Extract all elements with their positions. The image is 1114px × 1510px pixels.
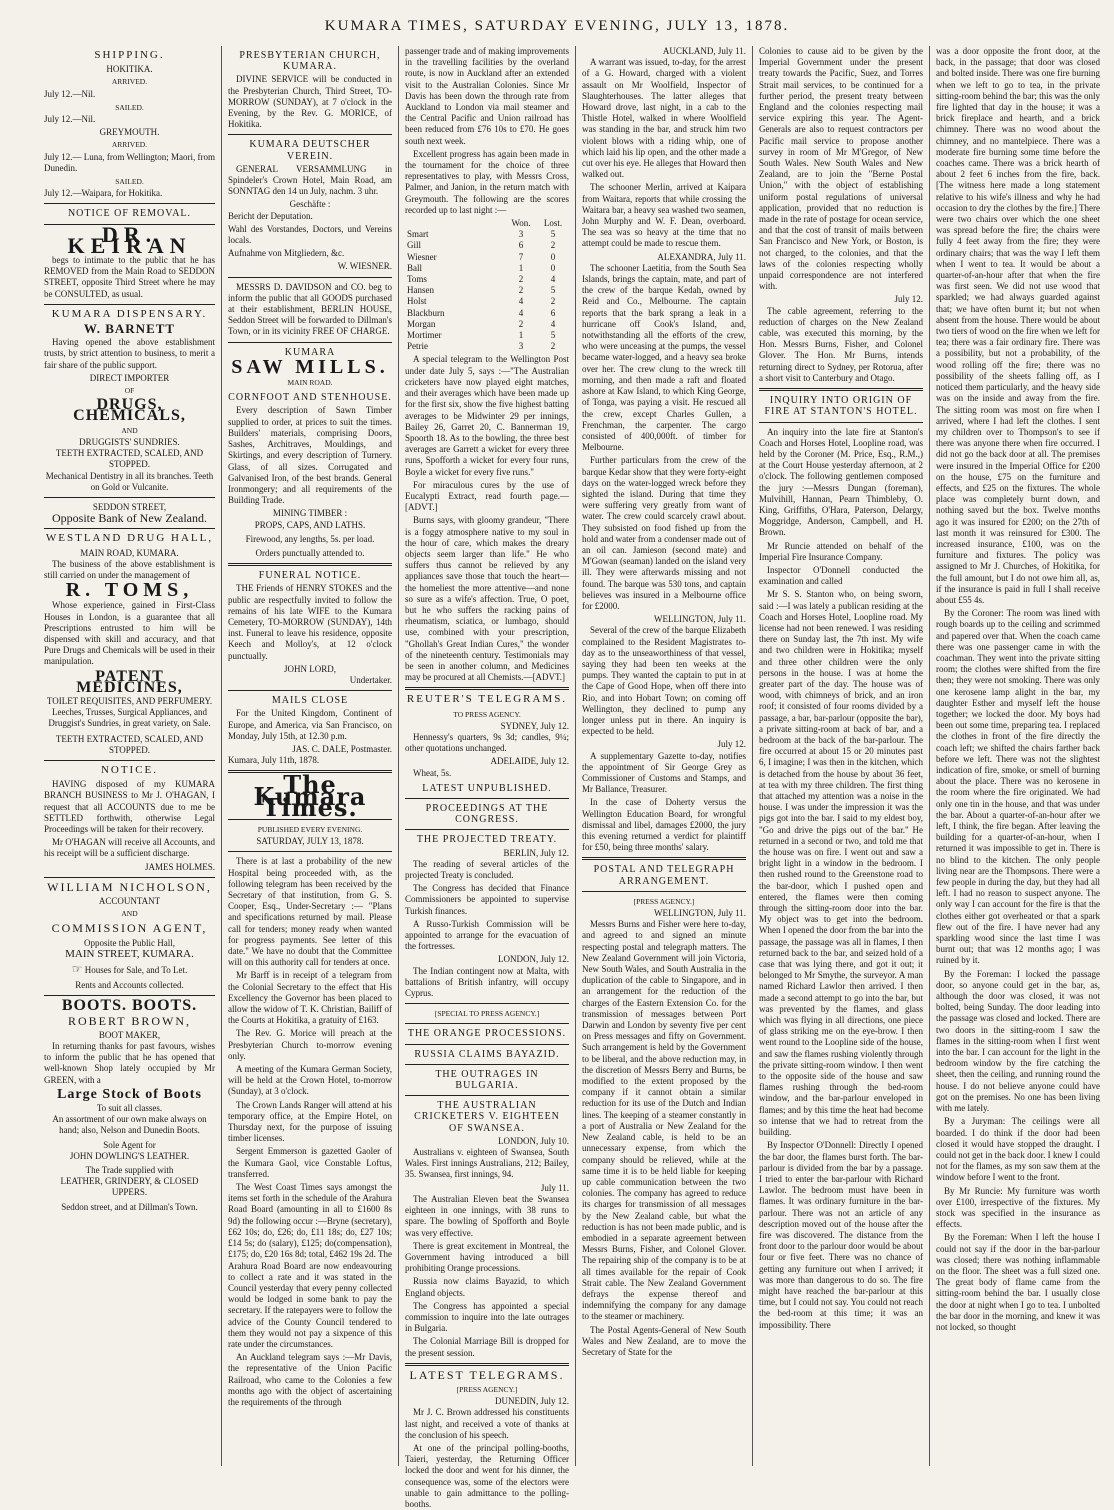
seddon-label: SEDDON STREET,: [92, 501, 167, 512]
divider: [228, 563, 392, 566]
score-row: [405, 252, 569, 263]
firewood-text: Firewood, any lengths, 5s. per load.: [245, 533, 375, 544]
teeth-heading: TEETH EXTRACTED, SCALED, AND STOPPED.: [55, 448, 204, 470]
score-row: [405, 263, 569, 274]
score-row: [405, 285, 569, 296]
verein-text: GENERAL VERSAMMLUNG in Spindeler's Crown Hotel, Main Road, am SONNTAG den 14 un July, nachm. 3 uhr.: [228, 163, 392, 197]
dunedin-dateline: DUNEDIN, July 12.: [495, 1396, 569, 1407]
editorial-2: Mr Barff is in receipt of a telegram from the Colonial Secretary to the effect that His Excellency the Governor has been placed to allow the widow of T. K. Christian, Bailiff of the Courts at Hokitika, a gratuity of £163.: [228, 970, 392, 1026]
inquiry-title: INQUIRY INTO ORIGIN OF FIRE AT STANTON'S HOTEL.: [764, 395, 918, 418]
bootmaker-label: BOOT MAKER,: [98, 1029, 161, 1040]
lord-signature: JOHN LORD,: [283, 663, 336, 674]
adelaide-text: Wheat, 5s.: [413, 767, 452, 778]
score-row: [405, 229, 569, 240]
divider: [44, 304, 215, 305]
props-heading: PROPS, CAPS, AND LATHS.: [254, 519, 366, 530]
score-lost: 4: [550, 318, 556, 329]
london-dateline: LONDON, July 12.: [498, 954, 569, 965]
editorial-7: The West Coast Times says amongst the items set forth in the schedule of the Arahura Road Board (amounting in all to £1600 8s 9d) the following occur :—Bryne (secretary), £62 10s; do, £26; do, £11 18s; do, £27 10s; £14 5s; do (salary), £125; do(compensation), £175; do, £20 16s 8d; total, £462 19s 2d. The Arahura Road Board are now endeavouring to collect a rate and it was stated in the Council yesterday that every penny collected would be lodged in some bank to pay the secretary. If the ratepayers were to follow the advice of the County Council tendered to them they would not pay a sixpence of this rate under the circumstances.: [228, 1182, 392, 1349]
editorial-5: The Crown Lands Ranger will attend at his temporary office, at the Empire Hotel, on Thursday next, for the purpose of issuing timber licenses.: [228, 1099, 392, 1144]
notice-title: NOTICE.: [100, 763, 159, 776]
mails-title: MAILS CLOSE: [271, 695, 349, 707]
gazette-text: A supplementary Gazette to-day, notifies the appointment of Sir George Grey as Commissioner of Customs and Stamps, and Mr Ballance, Treasurer.: [582, 750, 746, 795]
wellington-dateline-2: WELLINGTON, July 11.: [654, 908, 746, 919]
july12-dateline-2: July 12.: [894, 294, 923, 305]
score-won: 4: [518, 296, 524, 307]
divider: [44, 760, 215, 761]
divider: [44, 995, 215, 996]
dunedin-text: Mr J. C. Brown addressed his constituents last night, and received a vote of thanks at the conclusion of his speech.: [405, 1407, 569, 1440]
foreman-questions-2: By the Foreman: When I left the house I could not say if the door in the bar-parlour was closed; there was nothing inflammable on the floor. The sheet was a full sized one. The great body of flame came from the sitting-room behind the bar. I usually close the door at night when I go to tea. I unbolted the bar door in the morning, and knew it was not locked, so thought: [936, 1232, 1100, 1332]
column-2: [221, 46, 398, 1466]
adelaide-dateline: ADELAIDE, July 12.: [490, 756, 569, 767]
commission-text: The Congress has appointed a special commission to inquire into the late outrages in Bulgaria.: [405, 1300, 569, 1334]
score-lost: 2: [550, 296, 556, 307]
laetitia-text: The schooner Laetitia, from the South Sea Islands, brings the captain, mate, and part of the crew of the barque Kedah, owned by Reid and Co., Melbourne. The captain reports that the bark sprang a leak in a hurricane off Cook's Island, and, notwithstanding all the efforts of the crew, who were unceasing at the pumps, the vessel became water-logged, and a heavy sea broke over her. The crew clung to the wreck till morning, and then made a raft and floated ashore at Kaw Island, to which King George, of Tonga, was paying a visit. He rescued all the crew, except Charles Gullen, a Frenchman, the carpenter. The cargo consisted of 400,000ft. of timber for Melbourne.: [582, 262, 746, 453]
suit-text: To suit all classes.: [96, 1103, 163, 1114]
greymouth-arrived: July 12.— Luna, from Wellington; Maori, from Dunedin.: [44, 151, 215, 173]
kumara-label: KUMARA: [284, 346, 336, 358]
columns: [44, 46, 1106, 1509]
divider: [405, 1044, 569, 1045]
score-name: Toms: [407, 274, 427, 285]
divider: [228, 134, 392, 135]
latest-title: LATEST UNPUBLISHED.: [422, 782, 552, 794]
london-text: The Indian contingent now at Malta, with battalions of British infantry, will occupy Cyprus.: [405, 965, 569, 999]
latest-telegrams-title: LATEST TELEGRAMS.: [409, 1367, 565, 1382]
brown-text: In returning thanks for past favours, wishes to inform the public that he has opened that well-known Shop lately occupied by Mr GREEN, with a: [44, 1041, 215, 1085]
divider: [228, 690, 392, 691]
commission-label: COMMISSION AGENT,: [51, 921, 208, 936]
column-6: [929, 46, 1106, 1466]
westland-address: MAIN ROAD, KUMARA.: [80, 547, 179, 558]
davis-continued: passenger trade and of making improvements in the travelling facilities by the overland route, is now in Auckland after an extended visit to the Australian Colonies. Since Mr Davis has been down the through rate from Auckland to London via mail steamer and the Central Pacific and Union railroad has been reduced from £76 10s to £70. He goes south next week.: [405, 46, 569, 146]
undertaker-label: Undertaker.: [349, 674, 392, 685]
score-name: Petrie: [407, 341, 428, 352]
marriage-text: The Colonial Marriage Bill is dropped for the present session.: [405, 1336, 569, 1358]
agent-label: Sole Agent for: [103, 1139, 156, 1150]
and-label-2: AND: [121, 909, 138, 919]
opp-hall-label: Opposite the Public Hall,: [84, 937, 175, 948]
divider: [759, 422, 923, 423]
houses-text: Houses for Sale, and To Let.: [84, 965, 188, 976]
score-row: [405, 319, 569, 330]
wahl-text: Wahl des Vorstandes, Doctors, und Vereins locals.: [228, 223, 392, 246]
score-won: 1: [518, 330, 524, 341]
hokitika-heading: HOKITIKA.: [106, 64, 153, 75]
special-label: [SPECIAL TO PRESS AGENCY.]: [434, 1009, 540, 1019]
merlin-text: The schooner Merlin, arrived at Kaipara from Waitara, reports that while crossing the Waitara bar, a heavy sea washed two seamen, John Murphy and W. F. Dean, overboard. The sea was so heavy at the time that no attempt could be made to rescue them.: [582, 182, 746, 249]
runcie-questions: By Mr Runcie: My furniture was worth over £100, irrespective of the fixtures. My stock was specified in the insurance as effects.: [936, 1185, 1100, 1230]
lost-header: Lost.: [543, 218, 563, 229]
boots-heading: BOOTS. BOOTS.: [61, 997, 198, 1015]
column-1: [44, 46, 221, 1466]
coroner-questions: By the Coroner: The room was lined with rough boards up to the ceiling and scrimmed and papered over that. When the coach came there was one passenger came in with the coachman. They went into the private sitting room; the clothes were shifted from the fire then; they were not smoking. There was only one kerosene lamp alight in the bar, my daughter Esther and myself left the house together; we locked the door. My boys had been out some time, preparing tea. I replaced the clothes in front of the fire directly the coach left; we shifted the chairs farther back before we left. There was not the slightest indication of fire, smoke, or smell of burning about the place. There was no kerosene in the room where the fire originated. We had only one tin in the house, and that was under the bar. About a quarter-of-an-hour after we left, I think, the fire began. After leaving the building for a quarter-of-an-hour, when I returned it was impossible to get in. There is no blind to the kitchen. The only people living near are the Thompsons. There were a few people in during the day, but they had all left. I had no reason to suspect anyone. The only way I can account for the fire is that the clothes either got overheated or that a spark flew out of the fire. I have never had any sparkling wood since the last time I was burnt out; that was 12 months ago; I was ruined by it.: [936, 608, 1100, 966]
mails-text: For the United Kingdom, Continent of Europe, and America, via San Francisco, on Monday, July 15th, at 12.30 p.m.: [228, 708, 392, 741]
press-label: [PRESS AGENCY.]: [456, 1384, 518, 1394]
divider: [44, 497, 215, 498]
greymouth-heading: GREYMOUTH.: [99, 127, 160, 138]
score-row: [405, 308, 569, 319]
divider: [405, 1023, 569, 1024]
score-name: Morgan: [407, 318, 436, 329]
score-lost: 5: [550, 330, 556, 341]
score-row: [405, 330, 569, 341]
leather-label: LEATHER, GRINDERY, & CLOSED UPPERS.: [60, 1176, 199, 1198]
odonnell-text: Inspector O'Donnell conducted the examination and called: [759, 564, 923, 587]
july12-dateline: July 12.: [717, 739, 746, 750]
trade-label: The Trade supplied with: [85, 1165, 174, 1176]
divider: [582, 891, 746, 892]
keiran-text: begs to intimate to the public that he has REMOVED from the Main Road to SEDDON STREET, opposite Third Street where he may be CONSULTED, as usual.: [44, 255, 215, 299]
score-won: 3: [518, 229, 524, 240]
bayazid-title: RUSSIA CLAIMS BAYAZID.: [414, 1048, 560, 1060]
july11-text: The Australian Eleven beat the Swansea eighteen in one innings, with 38 runs to spare. The bowling of Spofforth and Boyle was very effective.: [405, 1193, 569, 1238]
mining-heading: MINING TIMBER :: [272, 508, 348, 519]
berlin-text-2: The Congress has decided that Finance Commissioners be appointed to supervise Turkish finances.: [405, 883, 569, 916]
divider: [228, 277, 392, 278]
nicholson-name: WILLIAM NICHOLSON,: [47, 879, 212, 894]
congress-title: PROCEEDINGS AT THE CONGRESS.: [425, 803, 549, 826]
ohagan-text: Mr O'HAGAN will receive all Accounts, and his receipt will be a sufficient discharge.: [44, 837, 215, 859]
hokitika-sailed: July 12.—Nil.: [44, 114, 96, 125]
cricketers-title: THE AUSTRALIAN CRICKETERS V. EIGHTEEN OF SWANSEA.: [414, 1100, 560, 1134]
mech-text: Mechanical Dentistry in all its branches. Teeth on Gold or Vulcanite.: [45, 470, 214, 492]
score-name: Hansen: [407, 285, 434, 296]
divider: [405, 687, 569, 690]
press-label-2: [PRESS AGENCY.]: [633, 896, 695, 906]
juryman-questions: By a Juryman: The ceilings were all boarded. I do think if the door had been closed it would have stopped the draught. I could not get in the back door. I knew I could not for the flames, as my son saw them at the window before I went to the front.: [936, 1116, 1100, 1183]
score-won: 2: [518, 274, 524, 285]
doherty-text: In the case of Doherty versus the Wellington Education Board, for wrongful dismissal and libel, damages £2000, the jury this evening returned a verdict for plaintiff for £50, being three months' salary.: [582, 797, 746, 853]
opp-bank-label: Opposite Bank of New Zealand.: [52, 511, 207, 526]
tournament-text: Excellent progress has again been made in the tournament for the choice of three representatives to play, with Messrs Cross, Palmer, and Janion, in the return match with Greymouth. The following are the scores recorded up to last night :—: [405, 148, 569, 215]
scores-table: [405, 218, 569, 352]
column-5: [752, 46, 929, 1466]
score-row: [405, 341, 569, 352]
divider: [228, 851, 392, 852]
editorial-6: Sergent Emmerson is gazetted Gaoler of the Kumara Gaol, vice Constable Loftus, transferred.: [228, 1146, 392, 1179]
hokitika-arrived: July 12.—Nil.: [44, 88, 96, 99]
saw-text: Every description of Sawn Timber supplied to order, at prices to suit the times. Builders' materials, comprising Doors, Sashes, Architraves, Mouldings, and Skirtings, and every description of Turnery. Glass, of all sizes. Corrugated and Galvanised Iron, of the best brands. General Ironmongery; and all requirements of the Building Trade.: [228, 405, 392, 506]
outrages-title: THE OUTRAGES IN BULGARIA.: [435, 1068, 539, 1092]
large-stock-heading: Large Stock of Boots: [57, 1086, 202, 1102]
divider: [582, 857, 746, 860]
masthead: KUMARA TIMES, SATURDAY EVENING, JULY 13, 1878.: [324, 18, 790, 34]
agency-label: TO PRESS AGENCY.: [453, 709, 521, 719]
excitement-text: There is great excitement in Montreal, the Government having introduced a bill prohibiting Orange processions.: [405, 1240, 569, 1274]
score-name: Gill: [407, 240, 422, 251]
presb-text: DIVINE SERVICE will be conducted in the Presbyterian Church, Third Street, TO-MORROW (SUNDAY), at 7 o'clock in the Evening, by the Rev. G. MORICE, of Hokitika.: [228, 74, 392, 130]
score-row: [405, 274, 569, 285]
reuter-title: REUTER'S TELEGRAMS.: [406, 693, 568, 706]
odonnell-questions: By Inspector O'Donnell: Directly I opened the bar door, the flames burst forth. The bar-parlour is divided from the bar by a passage. I tried to enter the bar-parlour with Richard Lawlor. The bedroom must have been in flames. It was ordinary furniture in the bar-parlour. There was not an article of any description moved out of the house after the fire was discovered. The distance from the front door to the parlour door would be about four or five feet. There was no chance of getting any furniture out when I arrived; it was more than dangerous to do so. The fire might have reached the bar-parlour at this time, but I could not say. You could not reach the bed-room at this time; it was an impossibility. There: [759, 1140, 923, 1330]
presb-title: PRESBYTERIAN CHURCH, KUMARA.: [239, 50, 381, 73]
toms-text: Whose experience, gained in First-Class Houses in London, is a guarantee that all Prescriptions entrusted to him will be dispensed with skill and accuracy, and that Pure Drugs and Chemicals will be used in their manipulation.: [44, 600, 215, 667]
london-dateline-2: LONDON, July 10.: [498, 1135, 569, 1146]
score-won: 2: [518, 285, 524, 296]
score-lost: 0: [550, 251, 556, 262]
aufnahme-text: Aufnahme von Mitgliedern, &c.: [228, 248, 345, 259]
runcie-text: Mr Runcie attended on behalf of the Imperial Fire Insurance Company.: [759, 540, 923, 562]
burns-fisher-text: Messrs Burns and Fisher were here to-day, and agreed to and signed an minute respecting postal and telegraph matters. The New Zealand Government will join Victoria, New South Wales, and South Australia in the duplication of the cable to Singapore, and in an arrangement for the reduction of the charges of the Eastern Extension Co. for the transmission of messages between Port Darwin and London by seventy five per cent on Press messages and fifty on Government. Such arrangement is held by the Government to be liberal, and the above reduction may, in the discretion of Messrs Berry and Burns, be modified to the extent proposed by the company if it cannot obtain a similar reduction for its use of the Dutch and Indian lines. The keeping of a steamer constantly in a port of Australia or New Zealand for the New Zealand cable, is held to be an unnecessary expense, from which the company should be relieved, while at the same time it is to be held liable for keeping up cable communication between the two colonies. The company has agreed to reduce its charges for transmission of all messages by the New Zealand cable, but what the reduction is has not been made public, and is embodied in a separate agreement between Messrs Burns, Fisher, and Colonel Glover. The repairing ship of the company is to be at all times available for the repair of Cook Strait cable. The New Zealand Government defrays the expense thereof and indemnifying the company for any damage to the steamer or machinery.: [582, 919, 746, 1322]
inquiry-text: An inquiry into the late fire at Stanton's Coach and Horses Hotel, Loopline road, was held by the Coroner (M. Price, Esq., R.M.,) at the Court House yesterday afternoon, at 2 o'clock. The following gentlemen composed the jury :—Messrs Dungan (foreman), Mulvihill, Hannan, Pearn Thimbleby, O. King, Griffiths, O'Hara, Paterson, Delargy, Moggridge, Anderson, Campbell, and H. Brown.: [759, 426, 923, 538]
score-lost: 6: [550, 307, 556, 318]
editorial-3: The Rev. G. Morice will preach at the Presbyterian Church to-morrow evening only.: [228, 1028, 392, 1061]
divider: [405, 829, 569, 830]
teeth-heading-2: TEETH EXTRACTED, SCALED, AND STOPPED.: [55, 733, 204, 755]
divider: [44, 528, 215, 529]
treaty-title: THE PROJECTED TREATY.: [416, 834, 558, 846]
elizabeth-text: Several of the crew of the barque Elizabeth complained to the Resident Magistrates to-day as to the unseaworthiness of that vessel, saying they had been ten weeks at the pumps. They wanted the captain to put in at the Cape of Good Hope, when off there into Rio, and into Hobart Town; on coming off Wellington, they declined to pump any longer unless put in there. An inquiry is expected to be held.: [582, 625, 746, 737]
score-won: 6: [518, 240, 524, 251]
july11-dateline: July 11.: [540, 1182, 569, 1193]
score-won: 4: [518, 307, 524, 318]
score-lost: 2: [550, 341, 556, 352]
holmes-signature: JAMES HOLMES.: [144, 861, 215, 872]
toms-name: R. TOMS,: [65, 579, 194, 602]
verein-title: KUMARA DEUTSCHER VEREIN.: [249, 139, 371, 162]
greymouth-sailed: July 12.—Waipara, for Hokitika.: [44, 188, 163, 199]
score-name: Wiesner: [407, 251, 437, 262]
berlin-text-3: A Russo-Turkish Commission will be appointed to arrange for the evacuation of the fortresses.: [405, 918, 569, 952]
divider: [405, 1095, 569, 1096]
wellington-dateline: WELLINGTON, July 11.: [654, 614, 746, 625]
foreman-questions: By the Foreman: I locked the passage door, so anyone could get in the bar, as, although the door was closed, it was not bolted, being Sunday. The door leading into the passage was closed and locked. There are two doors in the sitting-room I saw the flames in the sitting-room when I first went into the bar. I can account for the light in the bedroom window by the fire catching the sheet, then the ceiling, and running round the house. I do not believe anyone could have got on the premises. No one has been living with me lately.: [936, 968, 1100, 1114]
score-lost: 4: [550, 274, 556, 285]
keiran-name: DR. KEIRAN: [67, 221, 192, 258]
sailed-label: SAILED.: [115, 102, 144, 112]
barnett-name: W. BARNETT: [83, 321, 176, 337]
westland-business: The business of the above establishment is still carried on under the management of: [44, 558, 215, 580]
sydney-dateline: SYDNEY, July 12.: [500, 720, 569, 731]
testimony-continued: was a door opposite the front door, at the back, in the passage; that door was closed and bolted inside. There was one fire burning when we left to go to tea, in the private sitting-room behind the bar; this was the only fire lighted that day in the house; it was a brick fireplace and hearth, and a brick chimney. There was no wood about the chimney, and no mantelpiece. There was a moderate fire burning some time before the coaches came. There was a brick hearth of about 2 feet 6 inches from the fire, back. [The witness here made a long statement relative to his wife's illness and why he had occasion to dry the clothes by the fire.] There were two chairs over which the one sheet was spread before the fire; the chairs were fully 4 feet away from the fire; they were ordinary chairs; that was the way I left them when I went to tea. It would be about a quarter-of-an-hour after that when the fire was first seen. We did not use wood that sparkled; we had always guarded against that; we have often burnt it; but not when absent from the house. There would be about two tiers of wood on the fire when we left for tea; there was a fair ordinary fire. There was a possibility, but not a probability, of the wood rolling off the fire; there was no possibility of the sheets falling off, as I noticed them particularly, and the heavy side was on the inside and away from the fire. The sitting room was most on fire when I arrived, where I had left the clothes. I sent my children over to Thompson's to see if there was anyone there when fire occurred. I did not go the back door at all. The premises were insured in the Imperial Office for £200 on the house, £75 on the furniture and effects, and £25 on the fixtures. The whole place was completely burnt down, and nothing saved but the box. Twelve months ago it was insured for £200; on the 27th of last month it was reinsured for £300. The increased insurance, £100, was on the furniture and fixtures. The policy was assigned to Mr J. Churches, of Hokitika, for the full amount, but I do not owe him all, as, if the insurance is paid in full I shall receive about £55 4s.: [936, 46, 1100, 605]
score-name: Holst: [407, 296, 427, 307]
score-won: 2: [518, 318, 524, 329]
score-lost: 5: [550, 229, 556, 240]
divider: [759, 388, 923, 391]
kedar-text: Further particulars from the crew of the barque Kedar show that they were forty-eight days on the water-logged wreck before they sighted the island. During that time they were suffering very greatly from want of water. The crew could scarcely crawl about. They subsisted on food fished up from the hold and water from a condenser made out of an oil can. Jamieson (second mate) and M'Gowan (seaman) landed on the island very ill. They were afterwards missing and not found. The barque was 530 tons, and captain believes was insured in a Melbourne office for £2000.: [582, 455, 746, 611]
dispensary-title: KUMARA DISPENSARY.: [51, 307, 208, 320]
stanton-testimony: Mr S. S. Stanton who, on being sworn, said :—I was lately a publican residing at the Coach and Horses Hotel, Loopline road. My license had not been renewed. I was residing there on Sunday last, the 7th inst. My wife and two children were in Hokitika; myself and three other children were the only persons in the house. I was at home the greater part of the day. The house was of wood, with chimneys of brick, and an iron roof; it consisted of four rooms divided by a passage, a bar, bar-parlour (opposite the bar), a private sitting-room at back of bar, and a bedroom at the back of the bar-parlour. The fire occurred at about 15 or 20 minutes past 6, I imagine; I was then in the kitchen, which is detached from the house by about 36 feet, at tea with my three children. The first thing that attached my attention was a noise in the house. I was under the impression it was the pigs got into the bar. I said to my eldest boy, "Go and drive the pigs out of the bar." He returned in a second or two, and told me that the house was on fire. I went out and saw a bright light in a window in the bedroom. I then rushed round to the Greenstone road to the bar-door, which I pushed open and entered, the flames were then coming through the sitting-room door into the bar. My object was to get into the bedroom. When I opened the door from the bar into the passage, the passage was all in flames, I then returned back to the bar, and seized hold of a case that was lying there, and got it out; it belonged to Mr Smythe, the surveyor. A man named Richard Lawlor then arrived. I then made a second attempt to go into the bar, but was prevented by the flames, and glass which was flying in all directions, one piece of glass striking me on the eye-brow. I then went round to the Loopline side of the house, and saw the flames rushing violently through the private sitting-room window. I then went to the opposite side of the house and saw flames rushing through the bed-room window, and the bar-parlour enveloped in flames; and by this time the heat had become so intense that we had to retreat from the building.: [759, 589, 923, 1138]
russia-text: Russia now claims Bayazid, to which England objects.: [405, 1276, 569, 1298]
warrant-text: A warrant was issued, to-day, for the arrest of a G. Howard, charged with a violent assault on Mr Woolfield, Inspector of Slaughterhouses. The latter alleges that Howard drove, last night, in a cab to the Thistle Hotel, walked in where Woolfield was standing in the bar, and struck him two violent blows with a riding whip, one of which laid his lip open, and the other made a cut over his eye. He alleges that Howard then walked out.: [582, 57, 746, 180]
mails-date: Kumara, July 11th, 1878.: [228, 755, 320, 766]
main-street-label: MAIN STREET, KUMARA.: [65, 947, 194, 960]
arrived-label: ARRIVED.: [111, 77, 148, 87]
patent-heading: PATENT MEDICINES,: [76, 667, 183, 696]
divider: [44, 203, 215, 204]
score-name: Mortimer: [407, 330, 442, 341]
sawmills-address: MAIN ROAD.: [287, 378, 333, 388]
westland-title: WESTLAND DRUG HALL,: [45, 532, 214, 545]
wiesner-signature: W. WIESNER.: [337, 261, 392, 272]
divider: [405, 1064, 569, 1065]
divider: [405, 798, 569, 799]
sawmills-heading: SAW MILLS.: [231, 355, 389, 378]
score-name: Smart: [407, 229, 429, 240]
accountant-label: ACCOUNTANT: [98, 896, 161, 906]
davidson-text: MESSRS D. DAVIDSON and CO. beg to inform the public that all GOODS purchased at their establishment, BERLIN HOUSE, Seddon Street will be forwarded to Dillman's Town, or in its vicinity FREE OF CHARGE.: [228, 281, 392, 337]
shipping-title: SHIPPING.: [94, 49, 165, 61]
divider: [44, 877, 215, 878]
score-lost: 5: [550, 285, 556, 296]
divider: [405, 1363, 569, 1366]
orange-title: THE ORANGE PROCESSIONS.: [407, 1028, 567, 1040]
barnett-text: Having opened the above establishment trusts, by strict attention to business, to merit a fair share of the public support.: [44, 337, 215, 370]
geschafte-label: Geschäfte :: [289, 199, 331, 210]
score-lost: 0: [550, 262, 556, 273]
dale-signature: JAS. C. DALE, Postmaster.: [292, 743, 392, 754]
leeches-text: Leeches, Trusses, Surgical Appliances, and Druggist's Sundries, in great variety, on Sale.: [48, 707, 211, 729]
sydney-text: Hennessy's quarters, 9s 3d; candles, 9¼; other quotations unchanged.: [405, 731, 569, 754]
scores-header: [405, 218, 569, 229]
funeral-text: THE Friends of HENRY STOKES and the public are respectfully invited to follow the remains of his late WIFE to the Kumara Cemetery, TO-MORROW (SUNDAY), 14th inst. Funeral to leave his residence, opposite Keech and Molloy's, at 12 o'clock punctually.: [228, 583, 392, 661]
won-header: Won.: [511, 218, 531, 229]
sundries-heading: DRUGGISTS' SUNDRIES.: [79, 436, 180, 447]
score-lost: 2: [550, 240, 556, 251]
importer-label: DIRECT IMPORTER: [89, 372, 170, 383]
notice-text: HAVING disposed of my KUMARA BRANCH BUSINESS to Mr J. O'HAGAN, I request that all ACCOUNTS due to me be SETTLED forthwith, otherwise Legal Proceedings will be taken for their recovery.: [44, 779, 215, 834]
score-won: 3: [518, 341, 524, 352]
divider: [228, 342, 392, 343]
funeral-title: FUNERAL NOTICE.: [258, 570, 362, 582]
editorial-1: There is at last a probability of the new Hospital being proceeded with, as the following telegram has been received by the Secretary of that institution, from G. S. Cooper, Esq., Under-Secretary :— "Plans and specifications returned by mail. Please call for tenders; money ready when wanted for progress payments. See letter of this date." We have no doubt that the Committee will on this authority call for tenders at once.: [228, 856, 392, 968]
colonies-text: Colonies to cause aid to be given by the Imperial Government under the present treaty towards the Pacific, Suez, and Torres Strait mail services, to be continued for a further period, the present treaty between England and the colonies respecting mail service expiring this year. The Agent-Generals are also to request contractors per Pacific mail service to propose another survey in room of Mr M'Gregor, of New South Wales. New South Wales and New Zealand, are to join the "Berne Postal Union," with the object of establishing uniform postal regulations of universal application, provided that no reduction is made in the rate of postage for ocean service, and that the cost of transit of mails between San Francisco and New York, or Boston, is not charged, to the colonies, and that the laws of the colonies respecting wholly unpaid correspondence are not interfered with.: [759, 46, 923, 292]
berlin-text: The reading of several articles of the projected Treaty is concluded.: [405, 858, 569, 881]
auckland-dateline: AUCKLAND, July 11.: [662, 46, 746, 56]
drugs-heading: DRUGS, CHEMICALS,: [73, 396, 186, 425]
orders-text: Orders punctually attended to.: [255, 547, 365, 558]
rents-text: Rents and Accounts collected.: [75, 980, 184, 991]
berlin-dateline: BERLIN, July 12.: [503, 847, 569, 858]
cable-text: The cable agreement, referring to the reduction of charges on the New Zealand cable, was executed this morning, by the Hon. Messrs Burns, Fisher, and Colonel Glover. The Hon. Mr Burns, intends returning direct to Sydney, per Rotorua, after a short visit to Canterbury and Otago.: [759, 305, 923, 383]
burns-advt: Burns says, with gloomy grandeur, "There is a foggy atmosphere native to my soul in the hour of care, which makes the dreary objects seem larger than life." He who suffers thus cannot be relieved by any appliances save those that touch the heart—the homeliest the more attentive—and none so sure as a wife's affection. True, O poet, but he who suffers the racking pains of rheumatism, sciatica, or lumbago, should use, combined with your prescription, "Ghollah's Great Indian Cures," the wonder of the nineteenth century. Testimonials may be seen in another column, and Medicines may be procured at all Chemists.—[ADVT.]: [405, 515, 569, 683]
taieri-text: At one of the principal polling-booths, Taieri, yesterday, the Returning Officer locked the door and went for his dinner, the consequence was, some of the electors were unable to gain admittance to the polling-booths.: [405, 1442, 569, 1509]
dateline: SATURDAY, JULY 13, 1878.: [256, 836, 364, 847]
alexandra-dateline: ALEXANDRA, July 11.: [657, 251, 746, 262]
score-won: 1: [518, 262, 524, 273]
eucalypti-advt: For miraculous cures by the use of Eucalypti Extract, read fourth page.—[ADVT.]: [405, 479, 569, 513]
toilet-heading: TOILET REQUISITES, AND PERFUMERY.: [46, 695, 213, 706]
paper-title: The Kumara Times.: [253, 770, 367, 822]
editorial-8: An Auckland telegram says :—Mr Davis, the representative of the Union Pacific Railroad, who came to the Colonies a few months ago with the object of ascertaining the requirements of the through: [228, 1352, 392, 1407]
removal-title: NOTICE OF REMOVAL.: [67, 208, 192, 220]
pointing-hand-icon: ☞: [71, 962, 83, 977]
postal-agents-text: The Postal Agents-General of New South Wales and New Zealand, are to move the Secretary of State for the: [582, 1324, 746, 1357]
of-label: OF: [124, 386, 135, 396]
cornfoot-heading: CORNFOOT AND STENHOUSE.: [228, 392, 392, 404]
brown-name: ROBERT BROWN,: [67, 1013, 192, 1028]
score-row: [405, 240, 569, 251]
assort-text: An assortment of our own make always on hand; also, Nelson and Dunedin Boots.: [52, 1114, 207, 1136]
arrived-label-2: ARRIVED.: [111, 140, 148, 150]
divider: [405, 1003, 569, 1004]
published-label: PUBLISHED EVERY EVENING.: [257, 824, 363, 834]
cricket-text: A special telegram to the Wellington Post under date July 5, says :—"The Australian cricketers have now played eight matches, and their averages which have been made up for the first six, show the five highest batting averages to be Midwinter 29 per innings, Bailey 26, Garret 20, C. Bannerman 19, Spoorth 18. As to the bowling, the three best averages are Garrett a wicket for every three runs, Spofforth a wicket for every four runs, Boyle a wicket for every five runs.": [405, 354, 569, 477]
sailed-label-2: SAILED.: [115, 177, 144, 187]
column-3: [398, 46, 575, 1509]
london-text-2: Australians v. eighteen of Swansea, South Wales. First innings Australians, 212; Bailey, 35. Swansea, first innings, 94.: [405, 1147, 569, 1180]
seddon-street-label: Seddon street, and at Dillman's Town.: [61, 1201, 198, 1212]
score-won: 7: [518, 251, 524, 262]
bericht-text: Bericht der Deputation.: [228, 210, 313, 221]
score-row: [405, 296, 569, 307]
score-name: Ball: [407, 262, 422, 273]
postal-title: POSTAL AND TELEGRAPH ARRANGEMENT.: [593, 864, 735, 887]
editorial-4: A meeting of the Kumara German Society, will be held at the Crown Hotel, to-morrow (Sunday), at 3 o'clock.: [228, 1064, 392, 1097]
and-label: AND: [121, 425, 138, 435]
score-name: Blackburn: [407, 307, 445, 318]
column-4: [575, 46, 752, 1466]
dowling-label: JOHN DOWLING'S LEATHER.: [69, 1150, 190, 1161]
